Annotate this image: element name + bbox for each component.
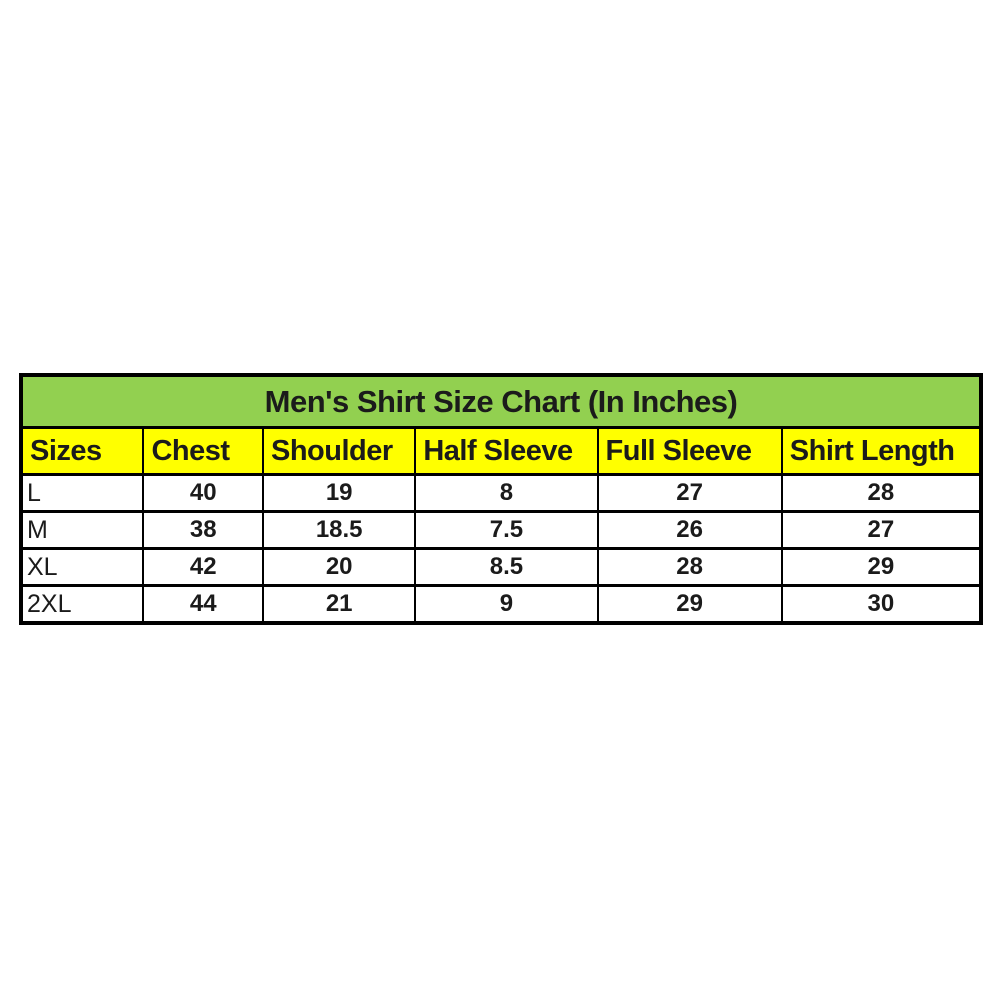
table-row-xl [21,549,981,586]
table-header-row [21,428,981,475]
size-label: 2XL [21,586,143,624]
chest-value: 44 [143,586,263,624]
full-sleeve-value: 26 [598,512,782,549]
column-header-chest: Chest [143,428,263,475]
size-label: M [21,512,143,549]
shoulder-value: 21 [263,586,415,624]
half-sleeve-value: 8 [415,475,597,512]
table-row-l [21,475,981,512]
column-header-full-sleeve: Full Sleeve [598,428,782,475]
table-row-2xl [21,586,981,624]
size-label: XL [21,549,143,586]
size-label: L [21,475,143,512]
chest-value: 38 [143,512,263,549]
shirt-length-value: 28 [782,475,981,512]
full-sleeve-value: 28 [598,549,782,586]
shirt-length-value: 27 [782,512,981,549]
chest-value: 40 [143,475,263,512]
shirt-length-value: 30 [782,586,981,624]
table-row-m [21,512,981,549]
half-sleeve-value: 9 [415,586,597,624]
half-sleeve-value: 8.5 [415,549,597,586]
shoulder-value: 18.5 [263,512,415,549]
table-title-row [21,375,981,428]
column-header-sizes: Sizes [21,428,143,475]
chest-value: 42 [143,549,263,586]
half-sleeve-value: 7.5 [415,512,597,549]
shoulder-value: 19 [263,475,415,512]
full-sleeve-value: 29 [598,586,782,624]
size-chart-table [19,373,983,625]
column-header-shoulder: Shoulder [263,428,415,475]
shirt-length-value: 29 [782,549,981,586]
shoulder-value: 20 [263,549,415,586]
column-header-half-sleeve: Half Sleeve [415,428,597,475]
full-sleeve-value: 27 [598,475,782,512]
column-header-shirt-length: Shirt Length [782,428,981,475]
table-title: Men's Shirt Size Chart (In Inches) [21,375,981,428]
